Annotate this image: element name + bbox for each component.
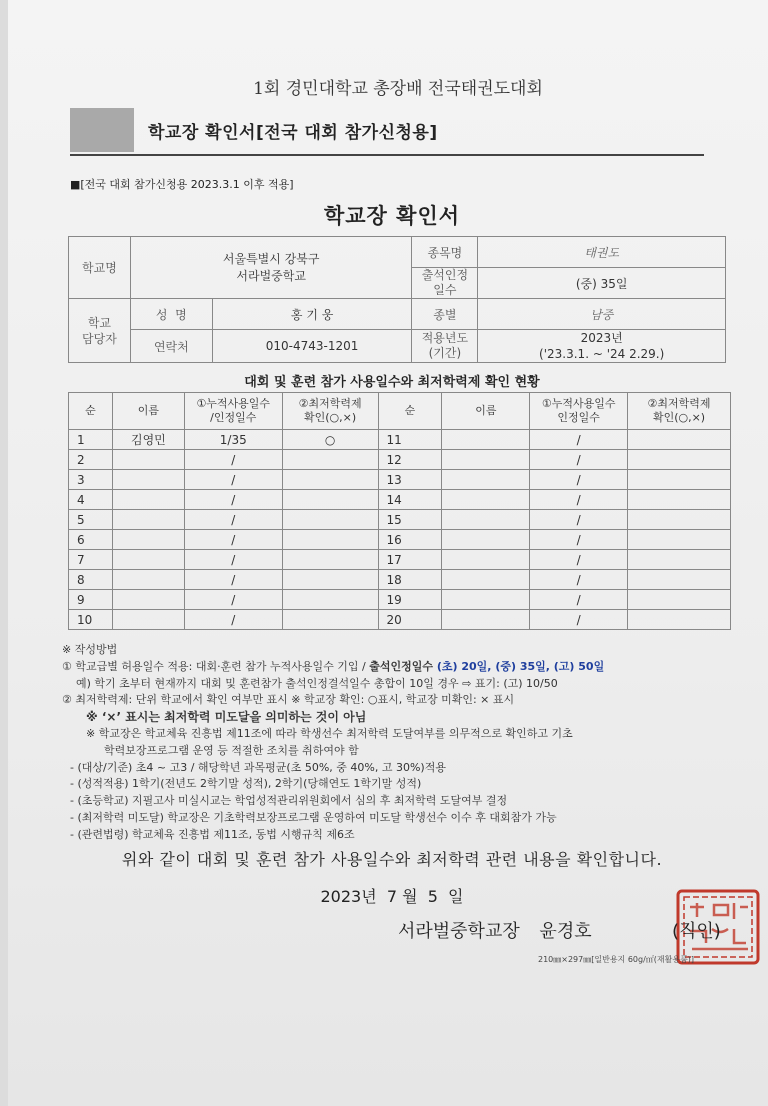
writing-instructions bbox=[62, 642, 752, 844]
note-1-text: ① 학교급별 허용일수 적용: 대회·훈련 참가 누적사용일수 기입 / bbox=[62, 659, 370, 673]
cell-left-check bbox=[282, 530, 378, 550]
cell-right-days: / bbox=[530, 570, 628, 590]
note-1-limits: (초) 20일, (중) 35일, (고) 50일 bbox=[433, 659, 605, 673]
cell-left-no: 10 bbox=[69, 610, 113, 630]
cell-right-check bbox=[628, 430, 731, 450]
cell-left-name: 김영민 bbox=[112, 430, 184, 450]
manager-name: 홍 기 웅 bbox=[212, 299, 412, 330]
cell-right-check bbox=[628, 590, 731, 610]
col-header-name: 이름 bbox=[112, 393, 184, 430]
table-row bbox=[69, 470, 731, 490]
detail-law: - (관련법령) 학교체육 진흥법 제11조, 동법 시행규칙 제6조 bbox=[70, 827, 355, 841]
col-header-no: 순 bbox=[69, 393, 113, 430]
col-header-check-right-line1: ②최저학력제 bbox=[647, 397, 711, 410]
cell-left-name bbox=[112, 530, 184, 550]
cell-right-check bbox=[628, 570, 731, 590]
cell-left-check bbox=[282, 450, 378, 470]
event-label: 종목명 bbox=[412, 237, 478, 268]
school-label: 학교명 bbox=[69, 237, 131, 299]
cell-left-no: 6 bbox=[69, 530, 113, 550]
cell-right-name bbox=[442, 470, 530, 490]
cell-left-no: 2 bbox=[69, 450, 113, 470]
cell-left-days: / bbox=[184, 490, 282, 510]
cell-right-days: / bbox=[530, 490, 628, 510]
detail-elementary: - (초등학교) 지필고사 미실시교는 학업성적관리위원회에서 심의 후 최저학력 도달여부 결정 bbox=[70, 794, 508, 808]
attendance-label-line1: 출석인정 bbox=[421, 268, 469, 282]
col-header-name-right: 이름 bbox=[442, 393, 530, 430]
cell-right-check bbox=[628, 510, 731, 530]
cell-left-name bbox=[112, 570, 184, 590]
table-row bbox=[69, 450, 731, 470]
table-row bbox=[69, 610, 731, 630]
cell-left-no: 5 bbox=[69, 510, 113, 530]
principal-signature-name: 서라벌중학교장 윤경호 bbox=[398, 921, 592, 942]
cell-left-name bbox=[112, 450, 184, 470]
cell-left-days: / bbox=[184, 530, 282, 550]
detail-grade-period: - (성적적용) 1학기(전년도 2학기말 성적), 2학기(당해연도 1학기말 성적) bbox=[70, 777, 422, 791]
school-name: 서라벌중학교 bbox=[236, 268, 306, 283]
table-row bbox=[69, 590, 731, 610]
table-row bbox=[69, 570, 731, 590]
period-value bbox=[478, 330, 726, 363]
paper-spec: 210㎜×297㎜[일반용지 60g/㎡(재활용품)] bbox=[538, 955, 695, 964]
school-info-table bbox=[68, 236, 726, 363]
cell-right-name bbox=[442, 530, 530, 550]
confirmation-statement: 위와 같이 대회 및 훈련 참가 사용일수와 최저학력 관련 내용을 확인합니다. bbox=[121, 850, 663, 869]
cell-right-name bbox=[442, 450, 530, 470]
title-gray-block bbox=[70, 108, 134, 152]
cell-right-days: / bbox=[530, 470, 628, 490]
col-header-no-right: 순 bbox=[378, 393, 442, 430]
cell-left-no: 1 bbox=[69, 430, 113, 450]
cell-right-name bbox=[442, 610, 530, 630]
cell-left-days: 1/35 bbox=[184, 430, 282, 450]
cell-right-name bbox=[442, 430, 530, 450]
cell-left-check bbox=[282, 470, 378, 490]
col-header-days-right-line1: ①누적사용일수 bbox=[541, 397, 616, 410]
cell-left-no: 8 bbox=[69, 570, 113, 590]
issue-date: 2023년 7 월 5 일 bbox=[320, 887, 464, 906]
cell-right-no: 12 bbox=[378, 450, 442, 470]
table-row bbox=[69, 510, 731, 530]
col-header-check-right-line2: 확인(○,×) bbox=[652, 411, 706, 424]
cell-right-days: / bbox=[530, 590, 628, 610]
note-1-example: 예) 학기 초부터 현재까지 대회 및 훈련참가 출석인정결석일수 총합이 10일 경우 ⇨ 표기: (고) 10/50 bbox=[76, 676, 558, 690]
col-header-days-right bbox=[530, 393, 628, 430]
school-name-cell bbox=[130, 237, 412, 299]
note-2-principal-1: ※ 학교장은 학교체육 진흥법 제11조에 따라 학생선수 최저학력 도달여부를 의무적으로 확인하고 기초 bbox=[86, 726, 573, 740]
period-label-line2: (기간) bbox=[428, 346, 462, 360]
cell-left-check bbox=[282, 590, 378, 610]
cell-right-no: 17 bbox=[378, 550, 442, 570]
cell-right-check bbox=[628, 530, 731, 550]
cell-right-no: 20 bbox=[378, 610, 442, 630]
event-value: 태권도 bbox=[478, 237, 726, 268]
cell-right-check bbox=[628, 470, 731, 490]
table-row bbox=[69, 530, 731, 550]
contact-label: 연락처 bbox=[130, 330, 212, 363]
manager-label bbox=[69, 299, 131, 363]
cell-left-days: / bbox=[184, 610, 282, 630]
usage-section-heading: 대회 및 훈련 참가 사용일수와 최저학력제 확인 현황 bbox=[244, 375, 540, 390]
cell-right-no: 18 bbox=[378, 570, 442, 590]
col-header-check-right bbox=[628, 393, 731, 430]
col-header-check bbox=[282, 393, 378, 430]
seal-label: (직인) bbox=[672, 921, 721, 942]
cell-right-days: / bbox=[530, 450, 628, 470]
applied-note: ■[전국 대회 참가신청용 2023.3.1 이후 적용] bbox=[70, 178, 294, 191]
title-underline bbox=[70, 154, 704, 156]
cell-left-name bbox=[112, 510, 184, 530]
cell-left-check bbox=[282, 510, 378, 530]
usage-table-body bbox=[69, 430, 731, 630]
cell-right-days: / bbox=[530, 510, 628, 530]
cell-left-no: 3 bbox=[69, 470, 113, 490]
cell-right-no: 16 bbox=[378, 530, 442, 550]
period-label-line1: 적용년도 bbox=[421, 331, 469, 345]
cell-right-no: 19 bbox=[378, 590, 442, 610]
cell-right-name bbox=[442, 510, 530, 530]
note-1-bold: 출석인정일수 bbox=[369, 659, 434, 673]
gender-label: 종별 bbox=[412, 299, 478, 330]
gender-value: 남중 bbox=[478, 299, 726, 330]
cell-left-no: 9 bbox=[69, 590, 113, 610]
note-2: ② 최저학력제: 단위 학교에서 확인 여부만 표시 ※ 학교장 확인: ○표시, 학교장 미확인: × 표시 bbox=[62, 693, 515, 707]
attendance-label bbox=[412, 268, 478, 299]
col-header-days-line2: /인정일수 bbox=[210, 411, 257, 424]
cell-right-check bbox=[628, 450, 731, 470]
cell-left-no: 4 bbox=[69, 490, 113, 510]
cell-right-days: / bbox=[530, 530, 628, 550]
attendance-label-line2: 일수 bbox=[433, 283, 457, 297]
cell-left-name bbox=[112, 470, 184, 490]
cell-right-name bbox=[442, 590, 530, 610]
table-row bbox=[69, 550, 731, 570]
cell-left-name bbox=[112, 590, 184, 610]
note-2-principal-2: 학력보장프로그램 운영 등 적절한 조치를 취하여야 함 bbox=[104, 743, 359, 757]
cell-right-name bbox=[442, 550, 530, 570]
event-title: 1회 경민대학교 총장배 전국태권도대회 bbox=[253, 79, 543, 99]
cell-left-days: / bbox=[184, 570, 282, 590]
manager-label-line1: 학교 bbox=[87, 315, 112, 330]
notes-heading: ※ 작성방법 bbox=[62, 643, 118, 656]
note-1 bbox=[62, 659, 752, 676]
cell-left-check: ○ bbox=[282, 430, 378, 450]
cell-right-check bbox=[628, 610, 731, 630]
cell-left-days: / bbox=[184, 550, 282, 570]
cell-right-name bbox=[442, 570, 530, 590]
cell-left-name bbox=[112, 550, 184, 570]
cell-left-days: / bbox=[184, 450, 282, 470]
school-address: 서울특별시 강북구 bbox=[222, 251, 320, 266]
col-header-days-right-line2: 인정일수 bbox=[557, 411, 600, 424]
usage-table-header bbox=[69, 393, 731, 430]
document-page bbox=[8, 0, 768, 1106]
detail-target: - (대상/기준) 초4 ~ 고3 / 해당학년 과목평균(초 50%, 중 40%, 고 30%)적용 bbox=[70, 760, 446, 774]
usage-table bbox=[68, 392, 731, 630]
cell-right-days: / bbox=[530, 550, 628, 570]
col-header-check-line2: 확인(○,×) bbox=[304, 411, 357, 424]
period-label bbox=[412, 330, 478, 363]
form-title: 학교장 확인서[전국 대회 참가신청용] bbox=[148, 123, 438, 143]
cell-left-name bbox=[112, 610, 184, 630]
cell-left-check bbox=[282, 610, 378, 630]
cell-left-check bbox=[282, 490, 378, 510]
cell-right-name bbox=[442, 490, 530, 510]
cell-right-no: 11 bbox=[378, 430, 442, 450]
cell-left-check bbox=[282, 550, 378, 570]
cell-right-days: / bbox=[530, 430, 628, 450]
col-header-check-line1: ②최저학력제 bbox=[298, 397, 362, 410]
cell-left-days: / bbox=[184, 470, 282, 490]
contact-value: 010-4743-1201 bbox=[212, 330, 412, 363]
cell-right-no: 15 bbox=[378, 510, 442, 530]
cell-right-days: / bbox=[530, 610, 628, 630]
cell-right-check bbox=[628, 490, 731, 510]
note-2-x-meaning: ※ ‘×’ 표시는 최저학력 미도달을 의미하는 것이 아님 bbox=[86, 710, 367, 725]
detail-not-reached: - (최저학력 미도달) 학교장은 기초학력보장프로그램 운영하여 미도달 학생선수 이수 후 대회참가 가능 bbox=[70, 810, 557, 824]
cell-left-days: / bbox=[184, 510, 282, 530]
attendance-value: (중) 35일 bbox=[478, 268, 726, 299]
col-header-days bbox=[184, 393, 282, 430]
period-year: 2023년 bbox=[580, 331, 623, 345]
cell-left-days: / bbox=[184, 590, 282, 610]
cell-right-check bbox=[628, 550, 731, 570]
cell-left-no: 7 bbox=[69, 550, 113, 570]
table-row bbox=[69, 490, 731, 510]
cell-right-no: 14 bbox=[378, 490, 442, 510]
name-label: 성 명 bbox=[130, 299, 212, 330]
document-title: 학교장 확인서 bbox=[323, 204, 461, 228]
table-row bbox=[69, 430, 731, 450]
period-range: ('23.3.1. ~ '24 2.29.) bbox=[539, 347, 665, 361]
cell-left-check bbox=[282, 570, 378, 590]
col-header-days-line1: ①누적사용일수 bbox=[196, 397, 271, 410]
cell-right-no: 13 bbox=[378, 470, 442, 490]
manager-label-line2: 담당자 bbox=[82, 331, 117, 346]
cell-left-name bbox=[112, 490, 184, 510]
